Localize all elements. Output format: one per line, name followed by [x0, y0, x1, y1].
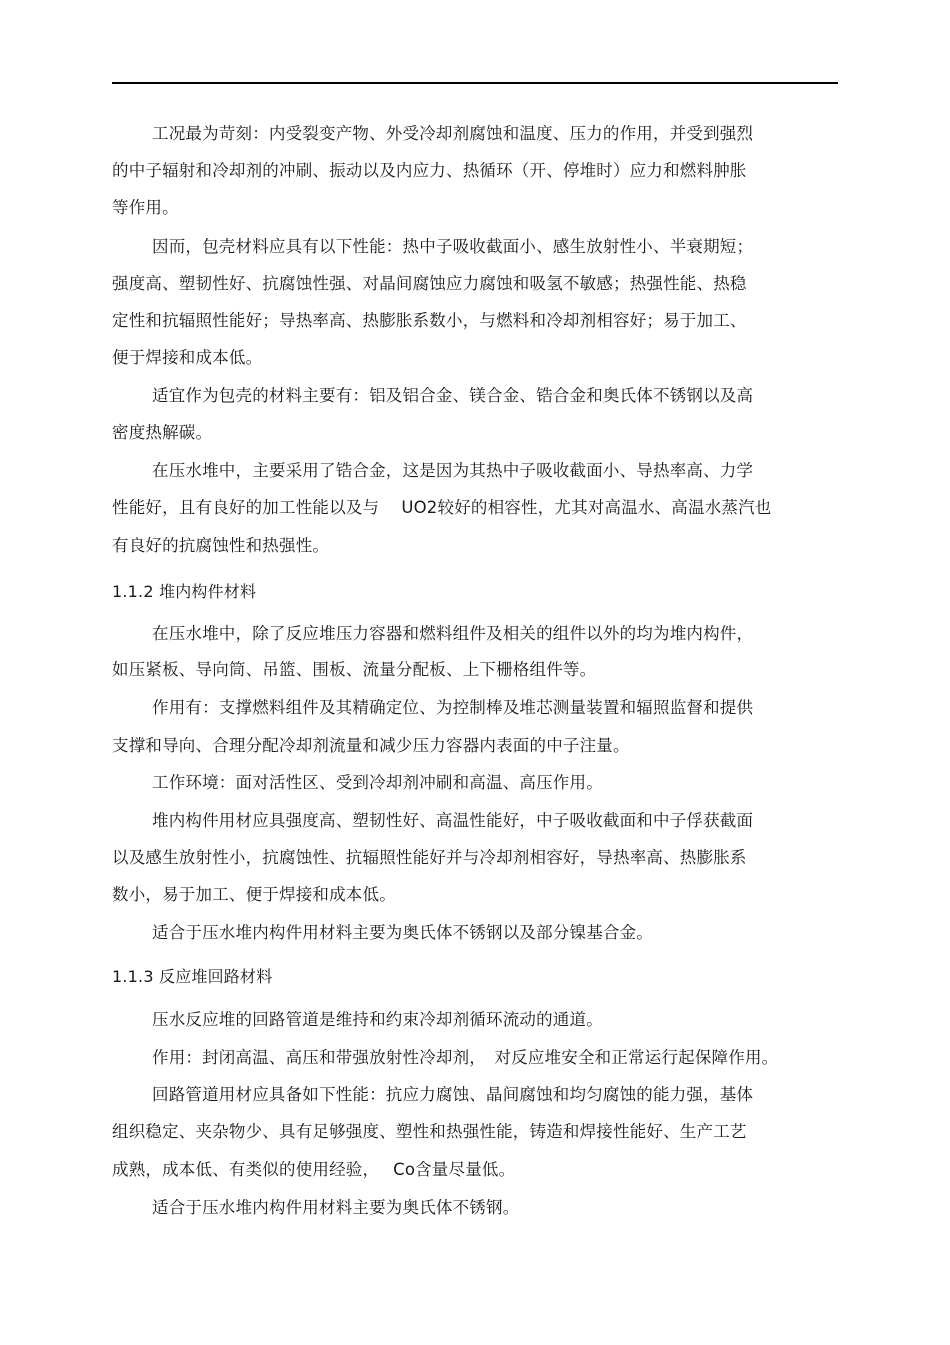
paragraph-line: 数小，易于加工、便于焊接和成本低。: [112, 885, 396, 904]
paragraph-line: 压水反应堆的回路管道是维持和约束冷却剂循环流动的通道。: [152, 1010, 603, 1029]
paragraph-line: 以及感生放射性小，抗腐蚀性、抗辐照性能好并与冷却剂相容好，导热率高、热膨胀系: [112, 848, 747, 867]
paragraph-line: 成熟，成本低、有类似的使用经验， Co含量尽量低。: [112, 1160, 516, 1179]
section-heading: 1.1.3 反应堆回路材料: [112, 967, 273, 986]
paragraph-line: 定性和抗辐照性能好；导热率高、热膨胀系数小，与燃料和冷却剂相容好；易于加工、: [112, 311, 747, 330]
paragraph-line: 有良好的抗腐蚀性和热强性。: [112, 536, 330, 555]
paragraph-line: 密度热解碳。: [112, 423, 213, 442]
paragraph-line: 性能好，且有良好的加工性能以及与 UO2较好的相容性，尤其对高温水、高温水蒸汽也: [112, 498, 772, 517]
paragraph-line: 堆内构件用材应具强度高、塑韧性好、高温性能好，中子吸收截面和中子俘获截面: [152, 811, 754, 830]
paragraph-line: 适宜作为包壳的材料主要有：铝及铝合金、镁合金、锆合金和奥氏体不锈钢以及高: [152, 386, 754, 405]
paragraph-line: 强度高、塑韧性好、抗腐蚀性强、对晶间腐蚀应力腐蚀和吸氢不敏感；热强性能、热稳: [112, 274, 747, 293]
header-rule: [112, 82, 838, 84]
paragraph-line: 支撑和导向、合理分配冷却剂流量和减少压力容器内表面的中子注量。: [112, 736, 630, 755]
paragraph-line: 适合于压水堆内构件用材料主要为奥氏体不锈钢。: [152, 1198, 520, 1217]
paragraph-line: 适合于压水堆内构件用材料主要为奥氏体不锈钢以及部分镍基合金。: [152, 923, 653, 942]
paragraph-line: 因而，包壳材料应具有以下性能：热中子吸收截面小、感生放射性小、半衰期短；: [152, 237, 754, 256]
paragraph-line: 便于焊接和成本低。: [112, 348, 263, 367]
paragraph-line: 回路管道用材应具备如下性能：抗应力腐蚀、晶间腐蚀和均匀腐蚀的能力强，基体: [152, 1085, 754, 1104]
paragraph-line: 作用：封闭高温、高压和带强放射性冷却剂， 对反应堆安全和正常运行起保障作用。: [152, 1048, 779, 1067]
paragraph-line: 组织稳定、夹杂物少、具有足够强度、塑性和热强性能，铸造和焊接性能好、生产工艺: [112, 1122, 747, 1141]
paragraph-line: 等作用。: [112, 198, 179, 217]
paragraph-line: 如压紧板、导向筒、吊篮、围板、流量分配板、上下栅格组件等。: [112, 660, 597, 679]
paragraph-line: 的中子辐射和冷却剂的冲刷、振动以及内应力、热循环（开、停堆时）应力和燃料肿胀: [112, 161, 747, 180]
paragraph-line: 作用有：支撑燃料组件及其精确定位、为控制棒及堆芯测量装置和辐照监督和提供: [152, 698, 754, 717]
paragraph-line: 在压水堆中，除了反应堆压力容器和燃料组件及相关的组件以外的均为堆内构件，: [152, 624, 754, 643]
paragraph-line: 工作环境：面对活性区、受到冷却剂冲刷和高温、高压作用。: [152, 773, 603, 792]
paragraph-line: 在压水堆中，主要采用了锆合金，这是因为其热中子吸收截面小、导热率高、力学: [152, 461, 754, 480]
section-heading: 1.1.2 堆内构件材料: [112, 582, 257, 601]
paragraph-line: 工况最为苛刻：内受裂变产物、外受冷却剂腐蚀和温度、压力的作用，并受到强烈: [152, 124, 754, 143]
